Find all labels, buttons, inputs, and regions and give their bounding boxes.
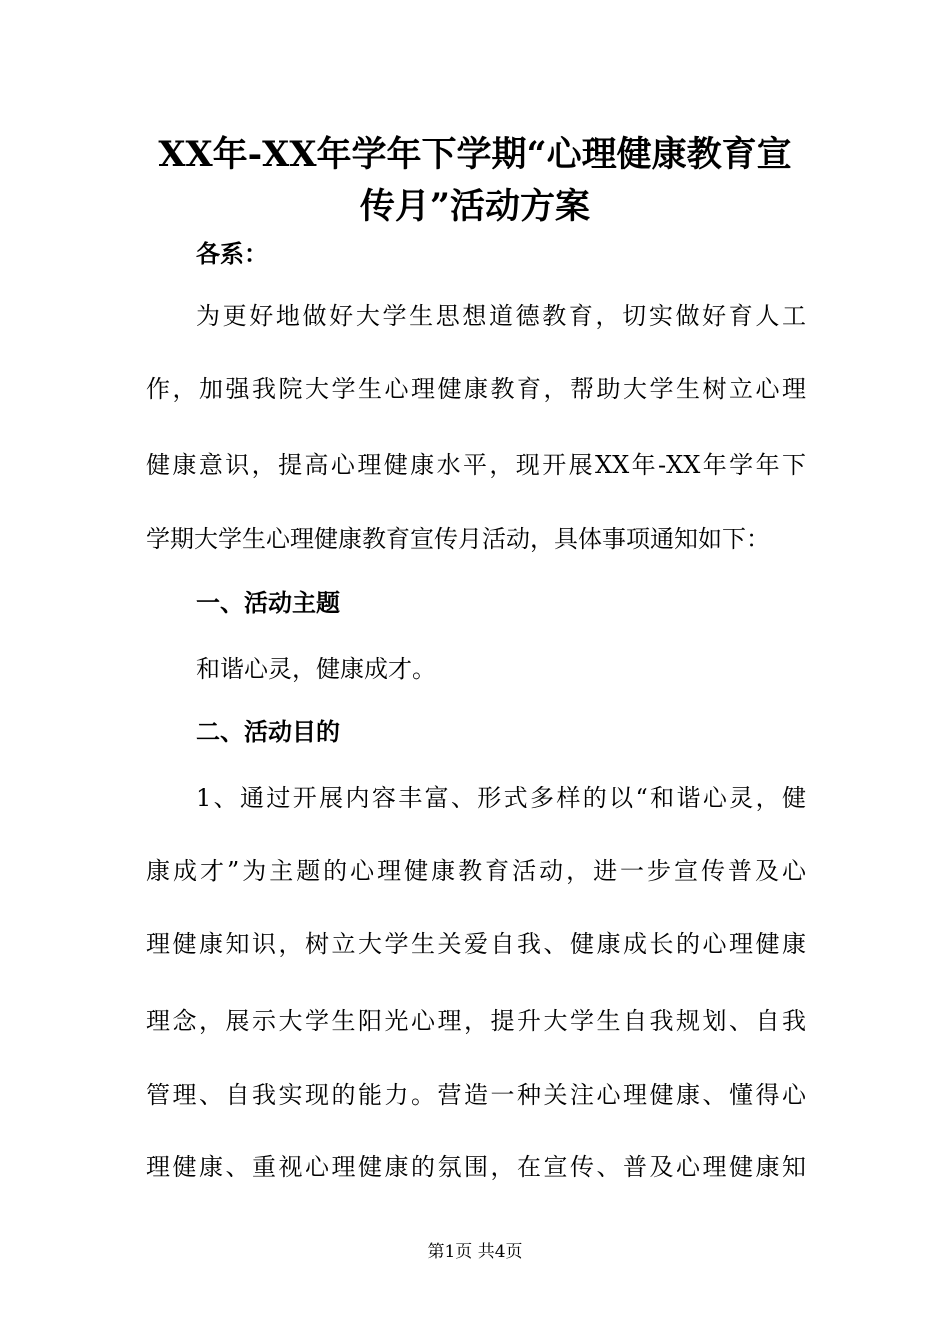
section-1-text: 和谐心灵，健康成才。 bbox=[196, 655, 436, 683]
intro-line-4: 学期大学生心理健康教育宣传月活动，具体事项通知如下： bbox=[146, 525, 770, 553]
section-2-line-2: 康成才”为主题的心理健康教育活动，进一步宣传普及心 bbox=[146, 857, 806, 885]
document-title-line-1: XX年-XX年学年下学期“心理健康教育宣 bbox=[158, 134, 792, 175]
page-footer: 第1页 共4页 bbox=[427, 1242, 523, 1262]
section-2-line-3: 理健康知识，树立大学生关爱自我、健康成长的心理健康 bbox=[146, 930, 806, 958]
section-2-line-1: 1、通过开展内容丰富、形式多样的以“和谐心灵，健 bbox=[196, 784, 806, 812]
section-1-heading: 一、活动主题 bbox=[196, 589, 340, 617]
section-2-line-4: 理念，展示大学生阳光心理，提升大学生自我规划、自我 bbox=[146, 1007, 806, 1035]
intro-line-2: 作，加强我院大学生心理健康教育，帮助大学生树立心理 bbox=[146, 375, 806, 403]
document-title-line-2: 传月”活动方案 bbox=[359, 186, 591, 227]
section-2-line-6: 理健康、重视心理健康的氛围，在宣传、普及心理健康知 bbox=[146, 1153, 806, 1181]
section-2-line-5: 管理、自我实现的能力。营造一种关注心理健康、懂得心 bbox=[146, 1081, 806, 1109]
salutation: 各系： bbox=[196, 240, 268, 268]
intro-line-1: 为更好地做好大学生思想道德教育，切实做好育人工 bbox=[196, 302, 806, 330]
intro-line-3: 健康意识，提高心理健康水平，现开展XX年-XX年学年下 bbox=[146, 451, 806, 479]
section-2-heading: 二、活动目的 bbox=[196, 718, 340, 746]
